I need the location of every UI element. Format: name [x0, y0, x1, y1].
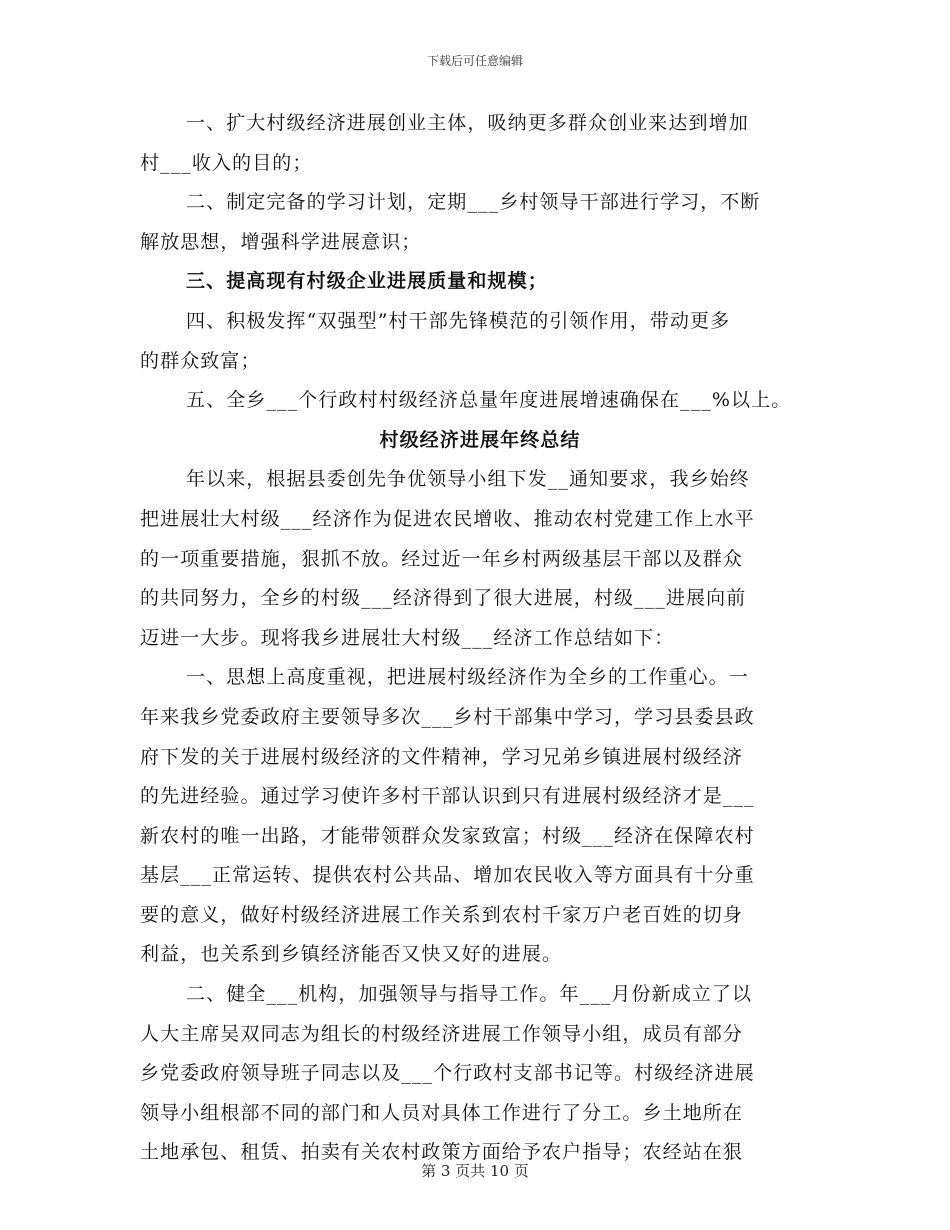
paragraph-line: 二、健全___机构，加强领导与指导工作。年___月份新成立了以	[186, 983, 753, 1006]
paragraph-line: 四、积极发挥“双强型”村干部先锋模范的引领作用，带动更多	[186, 309, 731, 332]
paragraph-line: 土地承包、租赁、拍卖有关农村政策方面给予农户指导；农经站在狠	[140, 1141, 744, 1164]
paragraph-line: 一、思想上高度重视，把进展村级经济作为全乡的工作重心。一	[186, 666, 749, 689]
paragraph-line: 年以来，根据县委创先争优领导小组下发__通知要求，我乡始终	[186, 468, 750, 491]
paragraph-line: 基层___正常运转、提供农村公共品、增加农民收入等方面具有十分重	[140, 864, 755, 887]
page-footer: 第 3 页共 10 页	[421, 1162, 529, 1180]
paragraph-line: 的共同努力，全乡的村级___经济得到了很大进展，村级___进展向前	[140, 587, 747, 610]
document-body	[140, 104, 810, 1173]
paragraph-line: 乡党委政府领导班子同志以及___个行政村支部书记等。村级经济进展	[140, 1062, 755, 1085]
paragraph-line: 领导小组根部不同的部门和人员对具体工作进行了分工。乡土地所在	[140, 1101, 744, 1124]
paragraph-line: 把进展壮大村级___经济作为促进农民增收、推动农村党建工作上水平	[140, 507, 755, 530]
paragraph-line: 利益，也关系到乡镇经济能否又快又好的进展。	[140, 943, 563, 966]
paragraph-line: 府下发的关于进展村级经济的文件精神，学习兄弟乡镇进展村级经济	[140, 745, 744, 768]
paragraph-line: 要的意义，做好村级经济进展工作关系到农村千家万户老百姓的切身	[140, 903, 744, 926]
paragraph-line: 解放思想，增强科学进展意识；	[140, 230, 422, 253]
paragraph-line: 的一项重要措施，狠抓不放。经过近一年乡村两级基层干部以及群众	[140, 547, 744, 570]
paragraph-line: 的群众致富；	[140, 349, 261, 372]
header-note: 下载后可任意编辑	[426, 54, 523, 68]
paragraph-line: 人大主席吴双同志为组长的村级经济进展工作领导小组，成员有部分	[140, 1022, 744, 1045]
paragraph-line: 五、全乡___个行政村村级经济总量年度进展增速确保在___%以上。	[186, 389, 792, 412]
paragraph-line: 一、扩大村级经济进展创业主体，吸纳更多群众创业来达到增加	[186, 112, 749, 134]
paragraph-line: 新农村的唯一出路，才能带领群众发家致富；村级___经济在保障农村	[140, 824, 755, 847]
paragraph-line: 迈进一大步。现将我乡进展壮大村级___经济工作总结如下：	[140, 626, 675, 649]
paragraph-line: 年来我乡党委政府主要领导多次___乡村干部集中学习，学习县委县政	[140, 705, 755, 728]
paragraph-line: 村___收入的目的；	[140, 151, 313, 174]
paragraph-line: 的先进经验。通过学习使许多村干部认识到只有进展村级经济才是___	[140, 785, 755, 808]
section-title: 村级经济进展年终总结	[379, 428, 581, 451]
paragraph-line: 二、制定完备的学习计划，定期___乡村领导干部进行学习，不断	[186, 191, 761, 214]
bold-paragraph-line: 三、提高现有村级企业进展质量和规模；	[186, 270, 548, 293]
